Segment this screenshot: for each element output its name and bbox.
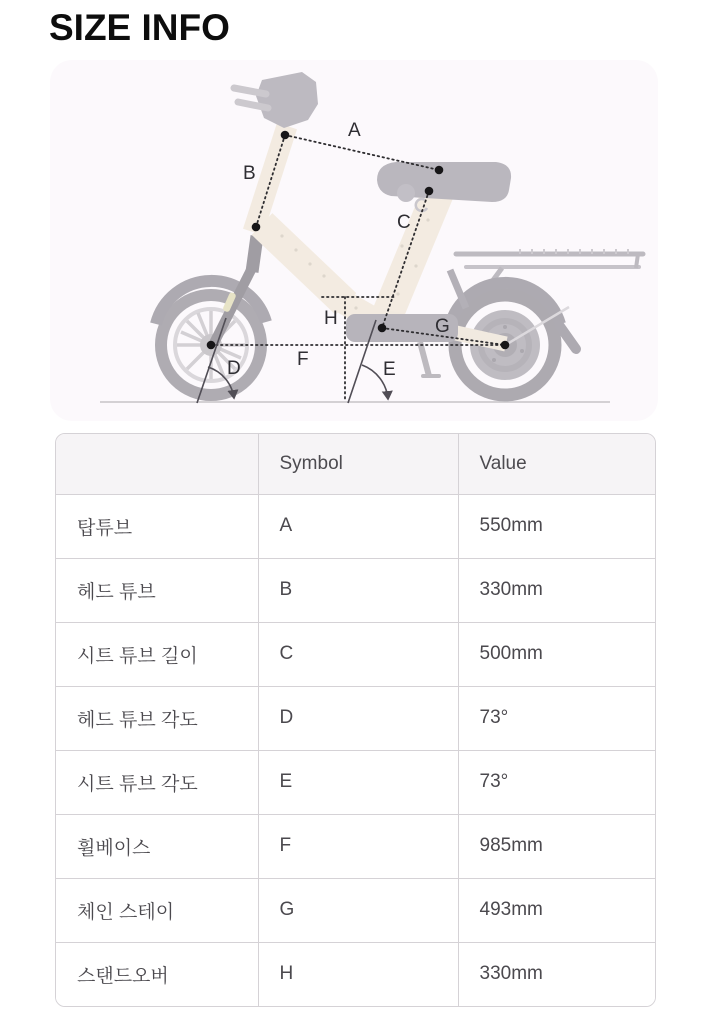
table-row xyxy=(56,750,656,814)
row-label: 시트 튜브 길이 xyxy=(56,622,258,686)
dim-label-g: G xyxy=(435,316,450,337)
size-diagram-card xyxy=(50,60,658,421)
dim-label-h: H xyxy=(324,308,338,329)
bike-size-diagram xyxy=(50,60,658,421)
row-label: 시트 튜브 각도 xyxy=(56,750,258,814)
row-label: 체인 스테이 xyxy=(56,878,258,942)
row-value: 550mm xyxy=(458,494,656,558)
row-value: 73° xyxy=(458,686,656,750)
bike-illustration xyxy=(156,72,643,395)
row-label: 헤드 튜브 각도 xyxy=(56,686,258,750)
row-symbol: C xyxy=(258,622,458,686)
rear-mudflap xyxy=(559,325,576,349)
row-symbol: A xyxy=(258,494,458,558)
row-label: 스탠드오버 xyxy=(56,942,258,1006)
table-row xyxy=(56,494,656,558)
header-value: Value xyxy=(458,434,656,494)
row-label: 휠베이스 xyxy=(56,814,258,878)
header-dimension xyxy=(56,434,258,494)
row-label: 탑튜브 xyxy=(56,494,258,558)
fork-crown xyxy=(252,236,257,272)
kickstand xyxy=(420,342,429,376)
row-value: 330mm xyxy=(458,942,656,1006)
dim-line-top-tube xyxy=(285,135,439,170)
size-table-container xyxy=(55,433,656,1007)
row-value: 500mm xyxy=(458,622,656,686)
row-value: 985mm xyxy=(458,814,656,878)
row-symbol: F xyxy=(258,814,458,878)
dim-label-d: D xyxy=(227,358,241,379)
dim-label-e: E xyxy=(383,359,396,380)
header-symbol: Symbol xyxy=(258,434,458,494)
table-row xyxy=(56,622,656,686)
dim-label-c: C xyxy=(397,212,411,233)
row-value: 73° xyxy=(458,750,656,814)
table-row xyxy=(56,558,656,622)
table-row xyxy=(56,686,656,750)
row-symbol: D xyxy=(258,686,458,750)
dim-label-a: A xyxy=(348,120,361,141)
table-header-row xyxy=(56,434,656,494)
row-symbol: G xyxy=(258,878,458,942)
page-title: SIZE INFO xyxy=(49,7,230,48)
row-symbol: H xyxy=(258,942,458,1006)
row-symbol: E xyxy=(258,750,458,814)
table-row xyxy=(56,878,656,942)
table-row xyxy=(56,942,656,1006)
seat-knob xyxy=(397,184,415,202)
seat xyxy=(377,162,511,202)
row-value: 330mm xyxy=(458,558,656,622)
handlebar xyxy=(234,72,318,128)
row-label: 헤드 튜브 xyxy=(56,558,258,622)
size-table xyxy=(56,434,656,1006)
table-row xyxy=(56,814,656,878)
row-symbol: B xyxy=(258,558,458,622)
dim-label-b: B xyxy=(243,163,256,184)
row-value: 493mm xyxy=(458,878,656,942)
dim-label-f: F xyxy=(297,349,309,370)
